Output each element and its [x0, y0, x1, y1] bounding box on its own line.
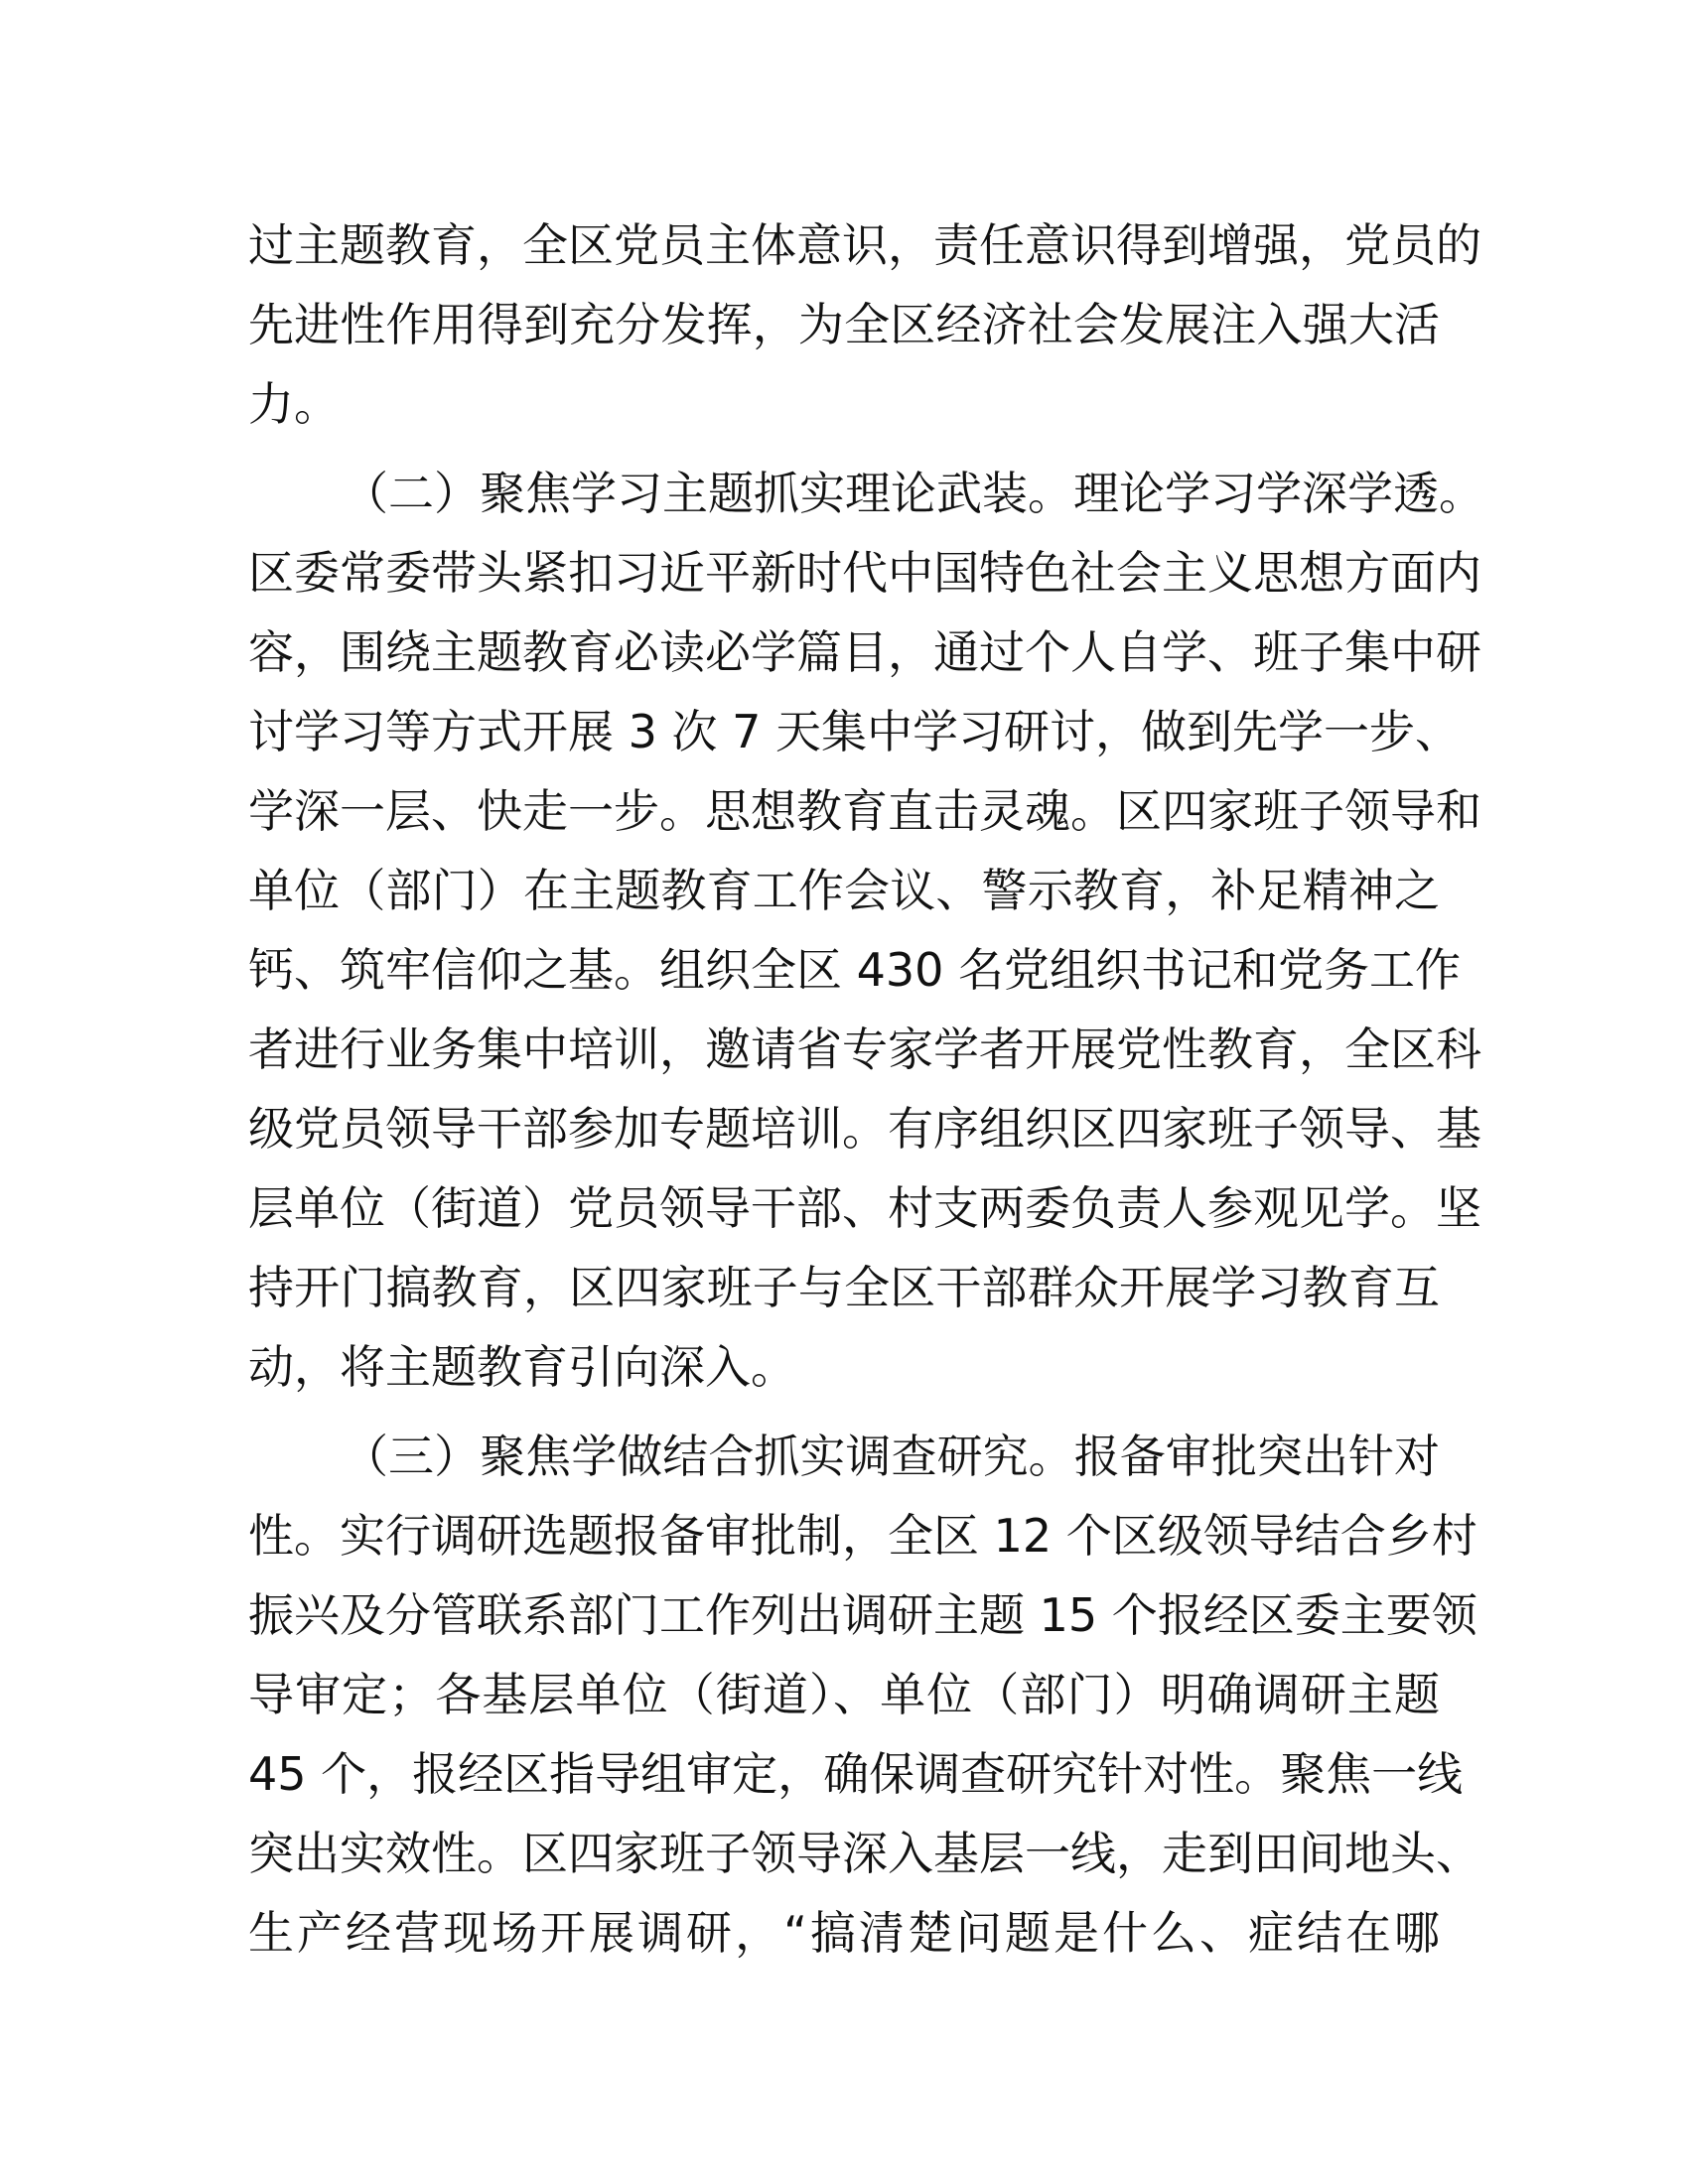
- text-line: 过主题教育，全区党员主体意识，责任意识得到增强，党员的: [248, 218, 1481, 272]
- text-line: 区委常委带头紧扣习近平新时代中国特色社会主义思想方面内: [248, 546, 1481, 600]
- paragraph-heading-line: （二）聚焦学习主题抓实理论武装。理论学习学深学透。: [343, 467, 1484, 520]
- text-line: 层单位（街道）党员领导干部、村支两委负责人参观见学。坚: [248, 1181, 1481, 1235]
- text-line: 讨学习等方式开展 3 次 7 天集中学习研讨，做到先学一步、: [248, 705, 1462, 758]
- text-line: 生产经营现场开展调研，“搞清楚问题是什么、症结在哪: [248, 1906, 1440, 1960]
- text-line: 先进性作用得到充分发挥，为全区经济社会发展注入强大活: [248, 298, 1440, 351]
- text-line: 者进行业务集中培训，邀请省专家学者开展党性教育，全区科: [248, 1023, 1481, 1076]
- text-line: 学深一层、快走一步。思想教育直击灵魂。区四家班子领导和: [248, 784, 1481, 838]
- text-line: 钙、筑牢信仰之基。组织全区 430 名党组织书记和党务工作: [248, 943, 1462, 997]
- text-line: 45 个，报经区指导组审定，确保调查研究针对性。聚焦一线: [248, 1747, 1464, 1801]
- text-line: 持开门搞教育，区四家班子与全区干部群众开展学习教育互: [248, 1261, 1440, 1314]
- text-line: 突出实效性。区四家班子领导深入基层一线，走到田间地头、: [248, 1827, 1481, 1880]
- paragraph-heading-line: （三）聚焦学做结合抓实调查研究。报备审批突出针对: [343, 1430, 1440, 1483]
- text-line: 单位（部门）在主题教育工作会议、警示教育，补足精神之: [248, 864, 1440, 917]
- text-line: 性。实行调研选题报备审批制，全区 12 个区级领导结合乡村: [248, 1509, 1477, 1563]
- text-line: 力。: [248, 377, 340, 431]
- text-line: 容，围绕主题教育必读必学篇目，通过个人自学、班子集中研: [248, 625, 1481, 679]
- text-line: 导审定；各基层单位（街道）、单位（部门）明确调研主题: [248, 1668, 1440, 1721]
- text-line: 级党员领导干部参加专题培训。有序组织区四家班子领导、基: [248, 1102, 1481, 1156]
- text-line: 动，将主题教育引向深入。: [248, 1340, 796, 1394]
- text-line: 振兴及分管联系部门工作列出调研主题 15 个报经区委主要领: [248, 1588, 1477, 1642]
